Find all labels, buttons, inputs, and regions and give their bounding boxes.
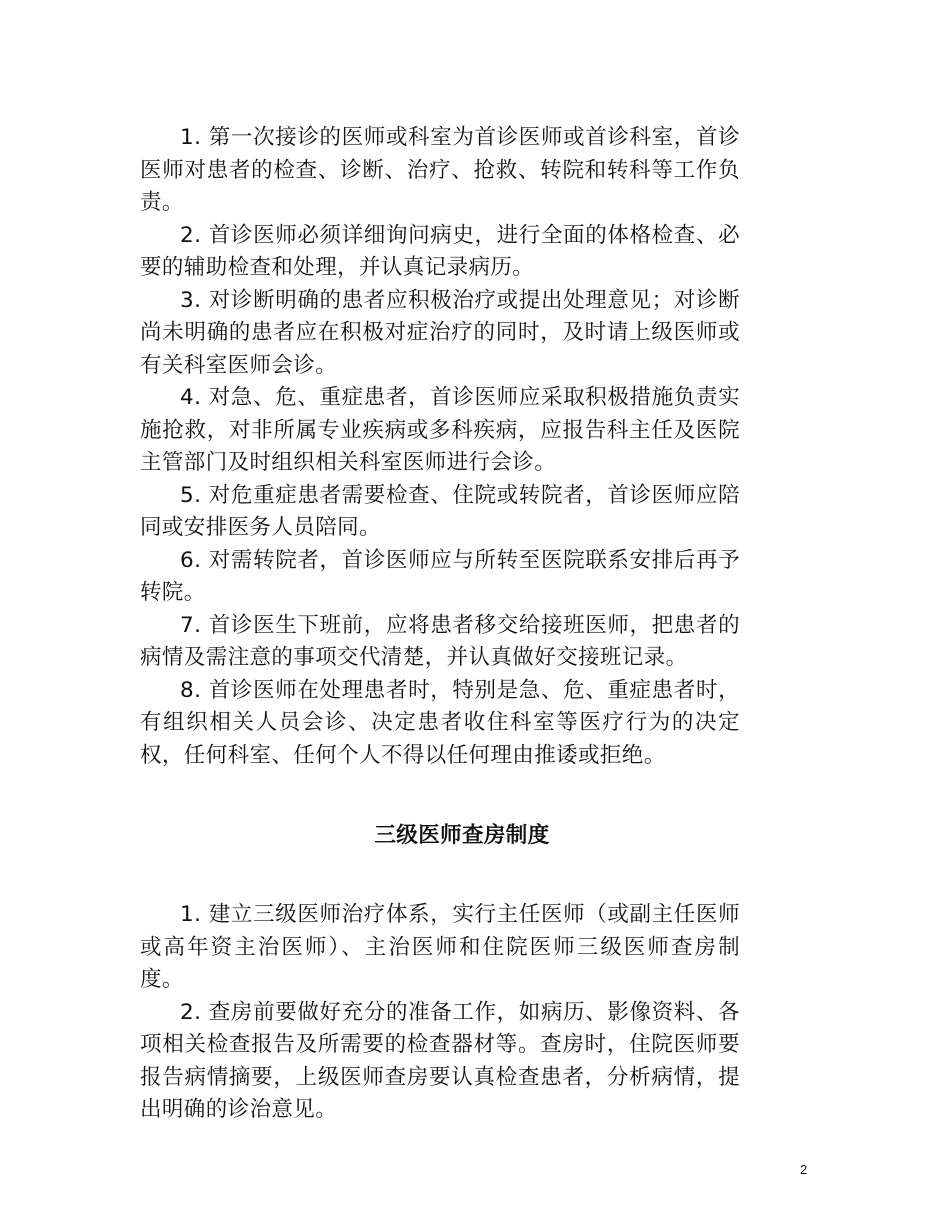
page-number: 2	[800, 1162, 808, 1177]
paragraph-first-visit-5: 5. 对危重症患者需要检查、住院或转院者，首诊医师应陪同或安排医务人员陪同。	[140, 482, 740, 540]
page-content	[140, 122, 740, 1127]
paragraph-ward-rounds-2: 2. 查房前要做好充分的准备工作，如病历、影像资料、各项相关检查报告及所需要的检查器材等。查房时，住院医师要报告病情摘要，上级医师查房要认真检查患者，分析病情，提出明确的诊治意见。	[140, 999, 740, 1122]
paragraph-ward-rounds-1: 1. 建立三级医师治疗体系，实行主任医师（或副主任医师或高年资主治医师）、主治医师和住院医师三级医师查房制度。	[140, 902, 740, 992]
paragraph-first-visit-2: 2. 首诊医师必须详细询问病史，进行全面的体格检查、必要的辅助检查和处理，并认真记录病历。	[140, 222, 740, 280]
paragraph-first-visit-3: 3. 对诊断明确的患者应积极治疗或提出处理意见；对诊断尚未明确的患者应在积极对症治疗的同时，及时请上级医师或有关科室医师会诊。	[140, 287, 740, 378]
paragraph-first-visit-7: 7. 首诊医生下班前，应将患者移交给接班医师，把患者的病情及需注意的事项交代清楚，并认真做好交接班记录。	[140, 612, 740, 670]
paragraph-first-visit-6: 6. 对需转院者，首诊医师应与所转至医院联系安排后再予转院。	[140, 547, 740, 605]
section-title-ward-rounds: 三级医师查房制度	[374, 823, 550, 848]
paragraph-first-visit-1: 1. 第一次接诊的医师或科室为首诊医师或首诊科室，首诊医师对患者的检查、诊断、治疗、抢救、转院和转科等工作负责。	[140, 125, 740, 215]
paragraph-first-visit-4: 4. 对急、危、重症患者，首诊医师应采取积极措施负责实施抢救，对非所属专业疾病或多科疾病，应报告科主任及医院主管部门及时组织相关科室医师进行会诊。	[140, 385, 740, 475]
paragraph-first-visit-8: 8. 首诊医师在处理患者时，特别是急、危、重症患者时，有组织相关人员会诊、决定患者收住科室等医疗行为的决定权，任何科室、任何个人不得以任何理由推诿或拒绝。	[140, 677, 740, 768]
